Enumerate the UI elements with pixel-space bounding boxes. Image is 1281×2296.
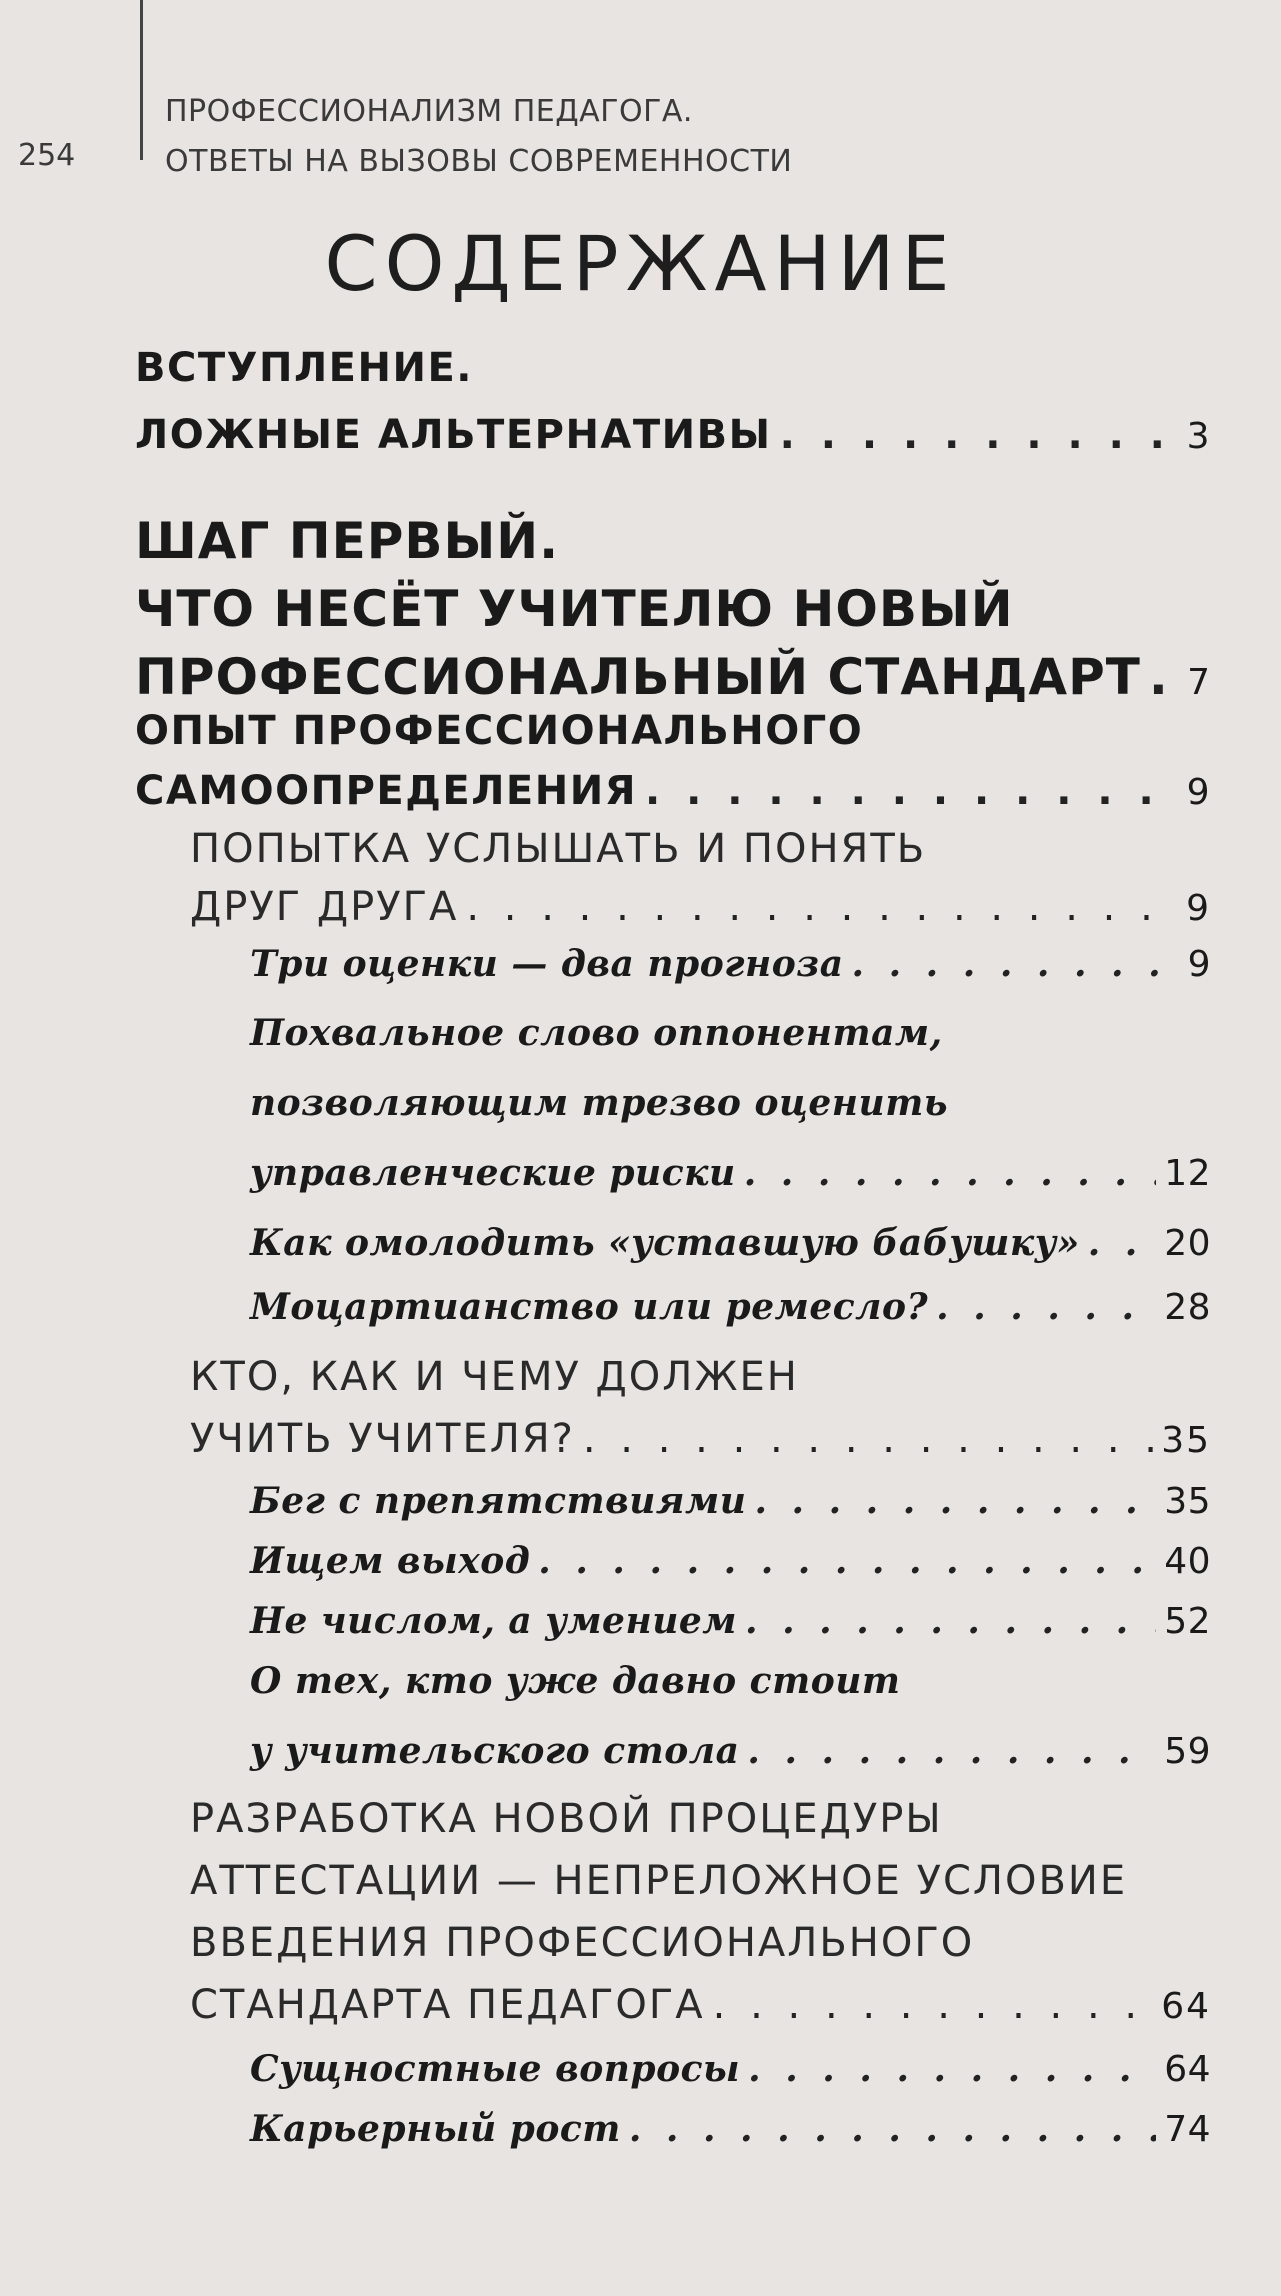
leader-dots [780,412,1179,458]
running-head-line-2: ОТВЕТЫ НА ВЫЗОВЫ СОВРЕМЕННОСТИ [165,144,793,179]
toc-entry-three-estimates[interactable]: Три оценки — два прогноза . . . 9 [250,943,1211,985]
toc-page-number: 35 [1161,1420,1211,1461]
toc-page-number: 9 [1186,772,1211,813]
toc-page-number: 20 [1164,1223,1211,1264]
toc-entry-attestation-line-1[interactable]: РАЗРАБОТКА НОВОЙ ПРОЦЕДУРЫ [190,1796,943,1842]
leader-dots [748,2048,1156,2090]
toc-heading: СОДЕРЖАНИЕ [324,219,957,308]
toc-entry-career-growth[interactable]: Карьерный рост . . . 74 [250,2108,1211,2150]
toc-entry-attestation-line-4[interactable]: СТАНДАРТА ПЕДАГОГА . . . 64 [190,1982,1211,2028]
leader-dots [852,943,1180,985]
toc-page-number: 64 [1161,1986,1211,2027]
toc-entry-teachers-desk-line-2[interactable]: у учительского стола . . . 59 [250,1730,1211,1772]
toc-entry-essential-questions[interactable]: Сущностные вопросы . . . 64 [250,2048,1211,2090]
leader-dots [936,1286,1156,1328]
toc-page-number: 35 [1164,1481,1211,1522]
leader-dots [645,768,1179,814]
leader-dots [538,1540,1156,1582]
toc-entry-attestation-line-2[interactable]: АТТЕСТАЦИИ — НЕПРЕЛОЖНОЕ УСЛОВИЕ [190,1858,1128,1904]
toc-page-number: 7 [1187,662,1211,703]
leader-dots [745,1600,1156,1642]
page-number: 254 [18,138,76,173]
toc-entry-who-teaches-line-1[interactable]: КТО, КАК И ЧЕМУ ДОЛЖЕН [190,1354,799,1400]
leader-dots [1149,648,1179,706]
toc-entry-praise-opponents-line-1[interactable]: Похвальное слово оппонентам, [250,1012,943,1054]
toc-entry-tired-grandmother[interactable]: Как омолодить «уставшую бабушку» . . . 20 [250,1222,1211,1264]
toc-page-number: 52 [1164,1601,1211,1642]
toc-page-number: 28 [1164,1287,1211,1328]
toc-entry-who-teaches-line-2[interactable]: УЧИТЬ УЧИТЕЛЯ? . . . 35 [190,1416,1211,1462]
toc-entry-step-one-line-1[interactable]: ШАГ ПЕРВЫЙ. [135,512,560,570]
toc-page-number: 64 [1164,2049,1211,2090]
leader-dots [1088,1222,1156,1264]
toc-entry-teachers-desk-line-1[interactable]: О тех, кто уже давно стоит [250,1660,901,1702]
toc-entry-hear-understand-line-2[interactable]: ДРУГ ДРУГА . . . 9 [190,884,1211,930]
toc-entry-skill-not-number[interactable]: Не числом, а умением . . . 52 [250,1600,1211,1642]
toc-page-number: 74 [1164,2109,1211,2150]
toc-entry-self-determination-line-2[interactable]: САМООПРЕДЕЛЕНИЯ . . . 9 [135,768,1211,814]
toc-page-number: 9 [1186,888,1211,929]
leader-dots [466,884,1178,930]
toc-page-number: 9 [1187,944,1211,985]
leader-dots [713,1982,1154,2028]
leader-dots [754,1480,1156,1522]
running-head-line-1: ПРОФЕССИОНАЛИЗМ ПЕДАГОГА. [165,94,693,129]
toc-entry-vstuplenie-line-2[interactable]: ЛОЖНЫЕ АЛЬТЕРНАТИВЫ . . . 3 [135,412,1211,458]
toc-entry-obstacle-race[interactable]: Бег с препятствиями . . . 35 [250,1480,1211,1522]
toc-page-number: 3 [1186,416,1211,457]
leader-dots [583,1416,1153,1462]
toc-page-number: 12 [1164,1153,1211,1194]
toc-entry-hear-understand-line-1[interactable]: ПОПЫТКА УСЛЫШАТЬ И ПОНЯТЬ [190,826,927,872]
toc-entry-praise-opponents-line-2[interactable]: позволяющим трезво оценить [250,1082,949,1124]
toc-page-number: 59 [1164,1731,1211,1772]
margin-rule [140,0,143,160]
leader-dots [747,1730,1156,1772]
toc-entry-looking-for-exit[interactable]: Ищем выход . . . 40 [250,1540,1211,1582]
leader-dots [744,1152,1157,1194]
toc-entry-praise-opponents-line-3[interactable]: управленческие риски . . . 12 [250,1152,1211,1194]
toc-entry-self-determination-line-1[interactable]: ОПЫТ ПРОФЕССИОНАЛЬНОГО [135,708,864,754]
toc-entry-mozartianism[interactable]: Моцартианство или ремесло? . . . 28 [250,1286,1211,1328]
leader-dots [629,2108,1156,2150]
toc-entry-step-one-line-3[interactable]: ПРОФЕССИОНАЛЬНЫЙ СТАНДАРТ . . . 7 [135,648,1211,706]
toc-entry-step-one-line-2[interactable]: ЧТО НЕСЁТ УЧИТЕЛЮ НОВЫЙ [135,580,1014,638]
toc-entry-attestation-line-3[interactable]: ВВЕДЕНИЯ ПРОФЕССИОНАЛЬНОГО [190,1920,975,1966]
toc-entry-vstuplenie-line-1[interactable]: ВСТУПЛЕНИЕ. [135,345,473,391]
toc-page-number: 40 [1164,1541,1211,1582]
